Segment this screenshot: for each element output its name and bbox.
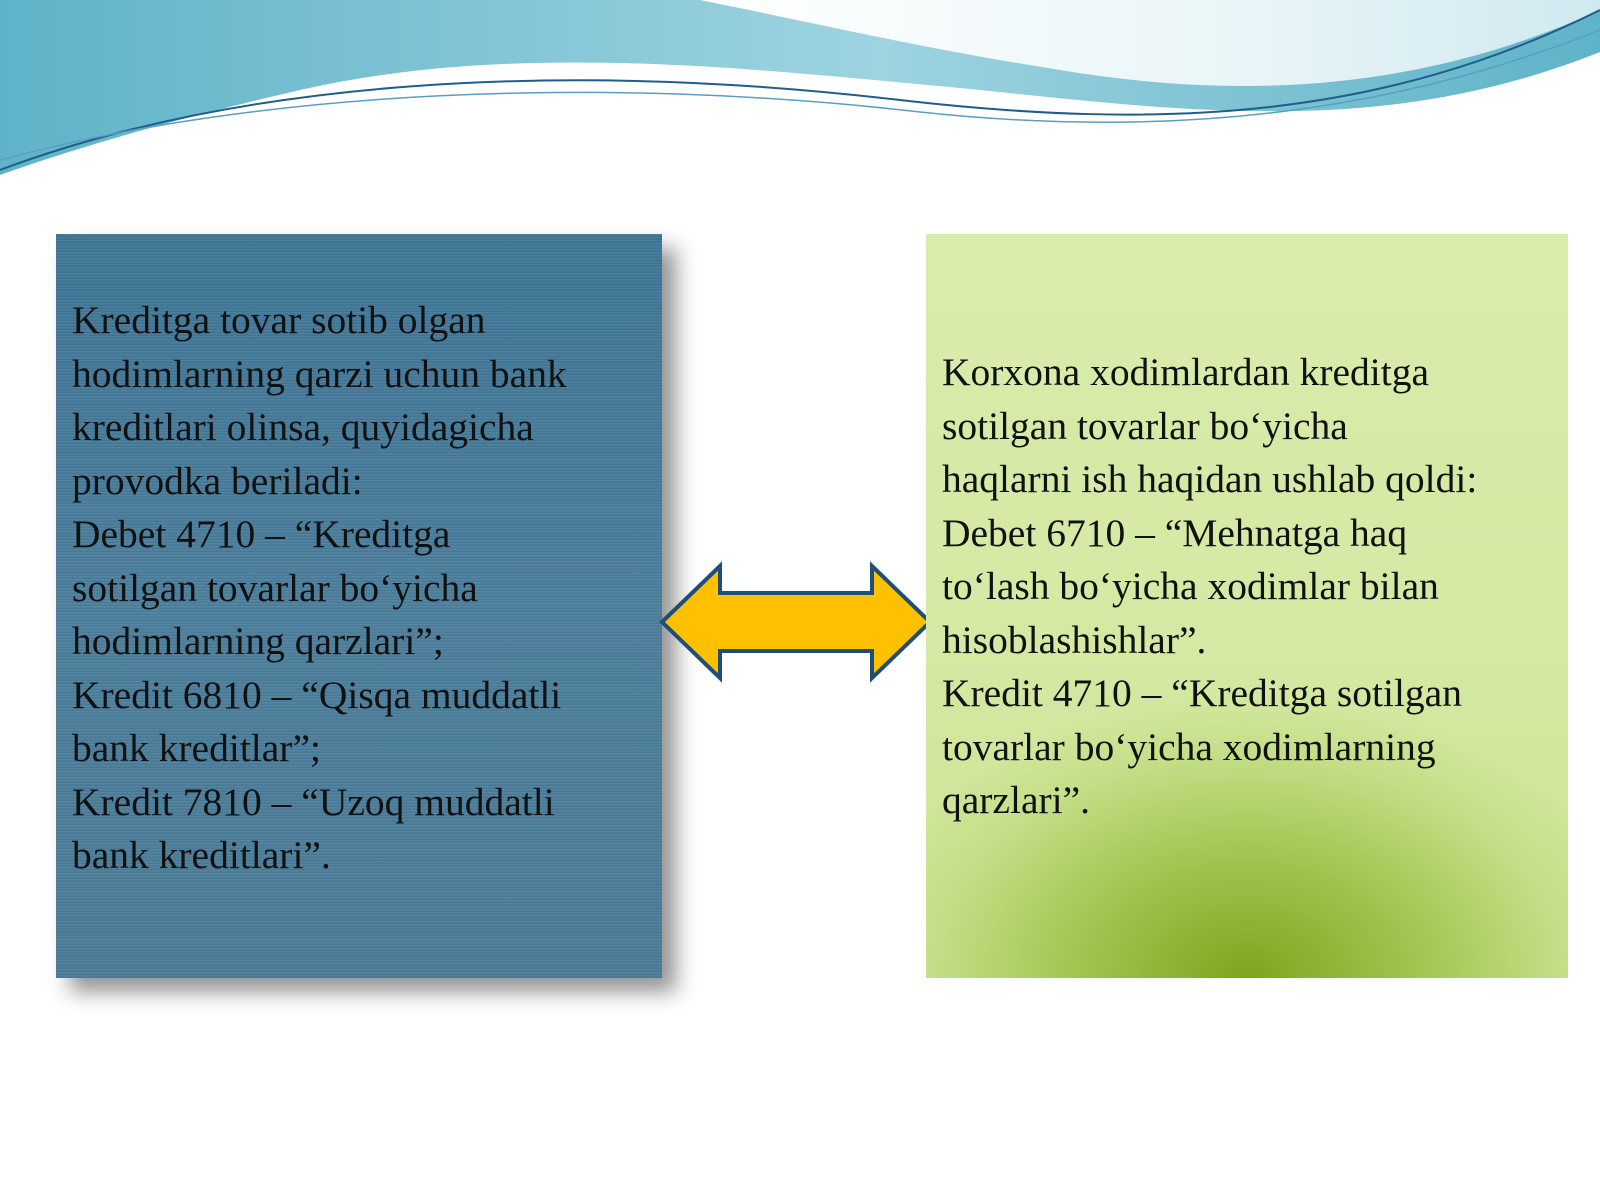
double-arrow-icon (658, 560, 934, 684)
right-text-box (926, 234, 1568, 978)
left-box-text: Kreditga tovar sotib olgan hodimlarning qarzi uchun bank kreditlari olinsa, quyidagicha provodka beriladi: Debet 4710 – “Kreditga sotilgan tovarlar bo‘yicha hodimlarning qarzlari”; Kredit 6810 – “Qisqa muddatli bank kreditlar”; Kredit 7810 – “Uzoq muddatli bank kreditlari”. (72, 298, 567, 877)
right-box-text: Korxona xodimlardan kreditga sotilgan tovarlar bo‘yicha haqlarni ish haqidan ushlab qoldi: Debet 6710 – “Mehnatga haq to‘lash bo‘yicha xodimlar bilan hisoblashishlar”. Kredit 4710 – “Kreditga sotilgan tovarlar bo‘yicha xodimlarning qarzlari”. (942, 350, 1478, 822)
left-text-box (56, 234, 662, 978)
double-arrow-shape (662, 566, 930, 678)
header-wave-decoration (0, 0, 1600, 200)
